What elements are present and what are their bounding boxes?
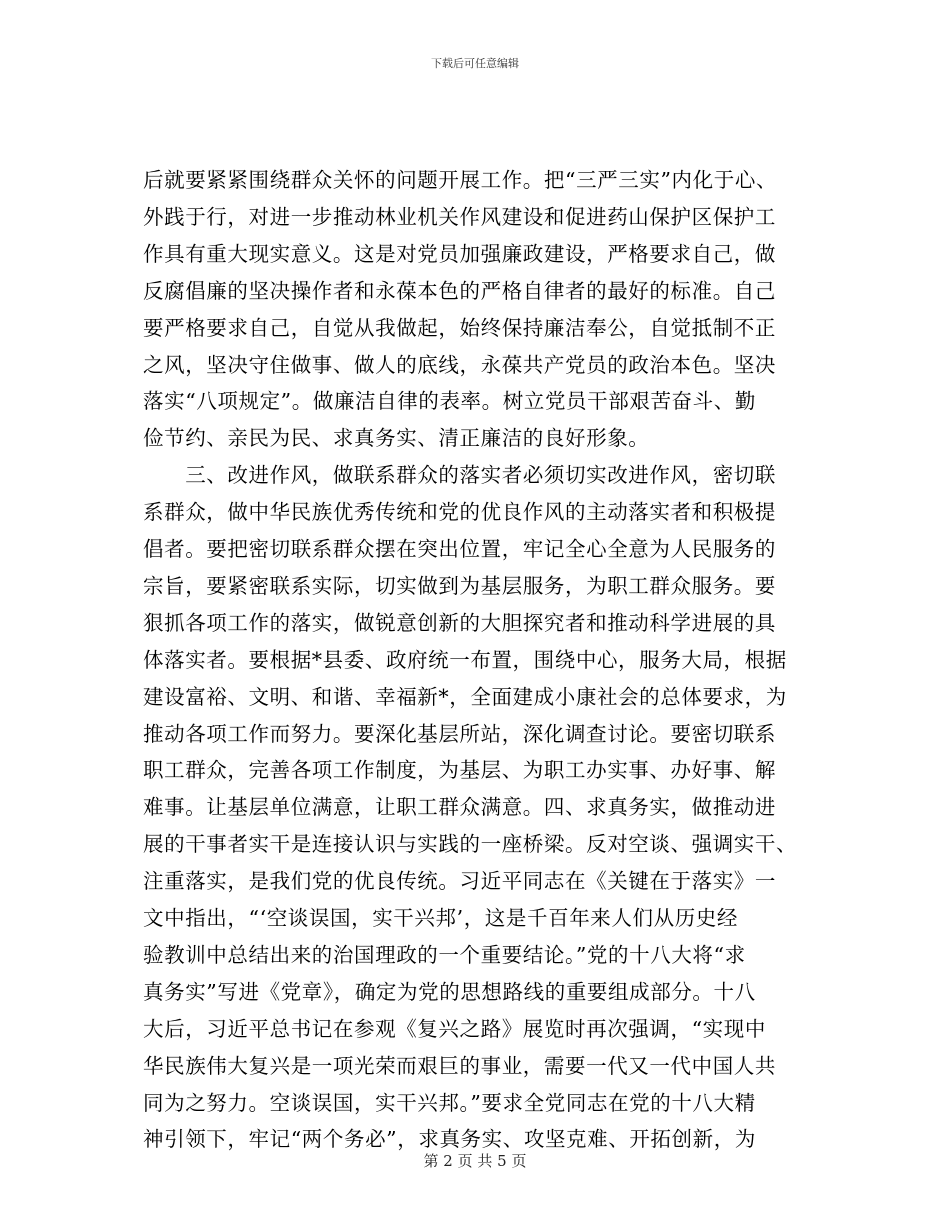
page-number: 第 2 页 共 5 页 (423, 1152, 527, 1170)
text-line: 体落实者。要根据*县委、政府统一布置，围绕中心，服务大局，根据 (143, 647, 787, 672)
page-header-note: 下载后可任意编辑 (431, 57, 519, 70)
text-line: 外践于行，对进一步推动林业机关作风建设和促进药山保护区保护工 (143, 204, 776, 229)
text-line: 职工群众，完善各项工作制度，为基层、为职工办实事、办好事、解 (143, 758, 776, 783)
text-line: 作具有重大现实意义。这是对党员加强廉政建设，严格要求自己，做 (143, 241, 776, 266)
text-line: 难事。让基层单位满意，让职工群众满意。四、求真务实，做推动进 (143, 795, 776, 820)
text-line: 后就要紧紧围绕群众关怀的问题开展工作。把“三严三实”内化于心、 (143, 168, 778, 192)
text-line: 俭节约、亲民为民、求真务实、清正廉洁的良好形象。 (143, 426, 650, 451)
text-line: 真务实”写进《党章》，确定为党的思想路线的重要组成部分。十八 (143, 979, 756, 1004)
text-line: 反腐倡廉的坚决操作者和永葆本色的严格自律者的最好的标准。自己 (143, 278, 776, 303)
text-line: 注重落实，是我们党的优良传统。习近平同志在《关键在于落实》一 (143, 869, 776, 894)
text-line: 华民族伟大复兴是一项光荣而艰巨的事业，需要一代又一代中国人共 (143, 1053, 776, 1078)
text-line: 要严格要求自己，自觉从我做起，始终保持廉洁奉公，自觉抵制不正 (143, 315, 776, 340)
text-line: 倡者。要把密切联系群众摆在突出位置，牢记全心全意为人民服务的 (143, 537, 776, 561)
text-line: 大后，习近平总书记在参观《复兴之路》展览时再次强调，“实现中 (143, 1016, 766, 1041)
text-line: 同为之努力。空谈误国，实干兴邦。”要求全党同志在党的十八大精 (143, 1090, 756, 1115)
text-line: 狠抓各项工作的落实，做锐意创新的大胆探究者和推动科学进展的具 (143, 610, 776, 635)
text-line: 推动各项工作而努力。要深化基层所站，深化调查讨论。要密切联系 (143, 721, 776, 746)
text-line: 文中指出，“‘空谈误国，实干兴邦’，这是千百年来人们从历史经 (143, 906, 739, 930)
text-line: 落实“八项规定”。做廉洁自律的表率。树立党员干部艰苦奋斗、勤 (143, 389, 756, 414)
text-line: 宗旨，要紧密联系实际，切实做到为基层服务，为职工群众服务。要 (143, 573, 776, 598)
text-line: 建设富裕、文明、和谐、幸福新*，全面建成小康社会的总体要求，为 (143, 684, 787, 709)
text-line: 展的干事者实干是连接认识与实践的一座桥梁。反对空谈、强调实干、 (143, 832, 798, 857)
text-line: 之风，坚决守住做事、做人的底线，永葆共产党员的政治本色。坚决 (143, 352, 776, 377)
text-line: 三、改进作风，做联系群众的落实者必须切实改进作风，密切联 (143, 463, 776, 488)
text-line: 神引领下，牢记“两个务必”，求真务实、攻坚克难、开拓创新，为 (143, 1127, 756, 1152)
text-line: 验教训中总结出来的治国理政的一个重要结论。”党的十八大将“求 (143, 942, 746, 967)
text-line: 系群众，做中华民族优秀传统和党的优良作风的主动落实者和积极提 (143, 500, 776, 525)
